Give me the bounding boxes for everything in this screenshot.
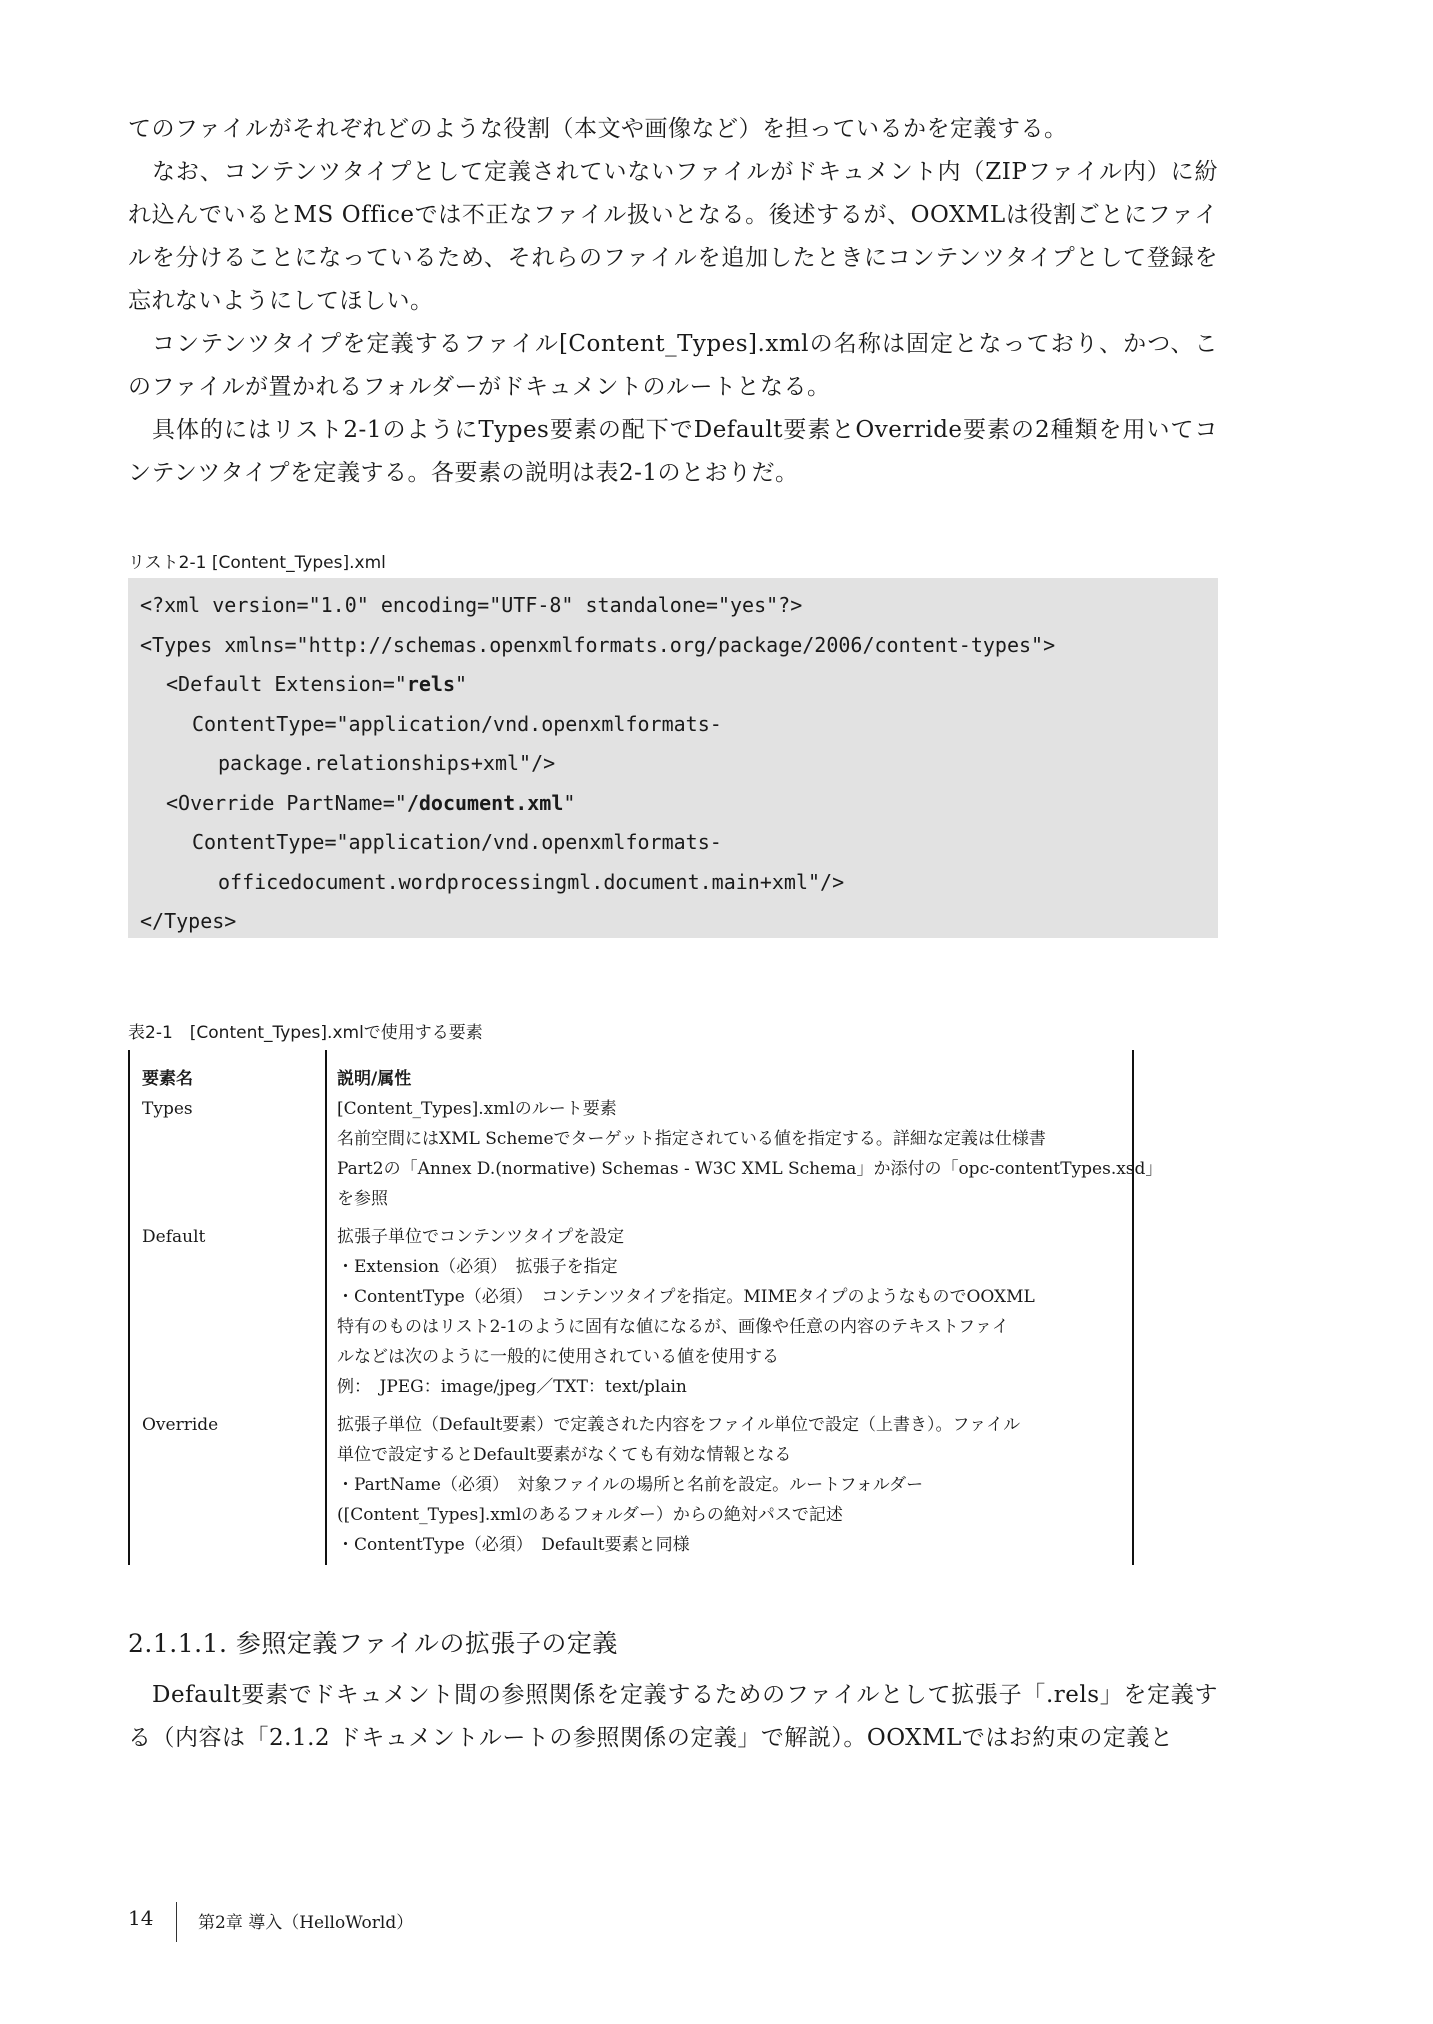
row-name-override: Override — [142, 1415, 219, 1435]
row-desc-default: 拡張子単位でコンテンツタイプを設定 ・Extension（必須） 拡張子を指定 ・ContentType（必須） コンテンツタイプを指定。MIMEタイプのようなものでOOXML 特有のものはリスト2-1のように固有な値になるが、画像や任意の内容のテキストファイ ルなどは次のように一般的に使用されている値を使用する 例： JPEG：image/jpeg／TXT：text/plain — [337, 1227, 1035, 1397]
paragraph: 具体的にはリスト2-1のようにTypes要素の配下でDefault要素とOverride要素の2種類を用いてコンテンツタイプを定義する。各要素の説明は表2-1のとおりだ。 — [128, 417, 1218, 486]
page-number: 14 — [128, 1906, 154, 1930]
paragraph: Default要素でドキュメント間の参照関係を定義するためのファイルとして拡張子「.rels」を定義する（内容は「2.1.2 ドキュメントルートの参照関係の定義」で解説）。OOXMLではお約束の定義と — [128, 1682, 1218, 1751]
footer-divider — [176, 1902, 177, 1942]
paragraph: てのファイルがそれぞれどのような役割（本文や画像など）を担っているかを定義する。 — [128, 116, 1068, 142]
listing-caption: リスト2-1 [Content_Types].xml — [128, 553, 386, 573]
code-line: </Types> — [140, 909, 237, 933]
row-name-types: Types — [142, 1099, 193, 1119]
row-desc-types: [Content_Types].xmlのルート要素 名前空間にはXML Schemeでターゲット指定されている値を指定する。詳細な定義は仕様書 Part2の「Annex D.(normative) Schemas - W3C XML Schema」か添付の「opc-contentTypes.xsd」 を参照 — [337, 1099, 1163, 1209]
row-name-default: Default — [142, 1227, 206, 1247]
code-line: <Types xmlns="http://schemas.openxmlformats.org/package/2006/content-types"> — [140, 632, 1056, 657]
table-header-description: 説明/属性 — [337, 1069, 412, 1089]
code-listing — [128, 578, 1218, 938]
column-divider — [325, 1050, 327, 1565]
code-line: <Override PartName="/document.xml" — [166, 790, 576, 815]
page-footer — [128, 1902, 728, 1942]
code-line: <?xml version="1.0" encoding="UTF-8" standalone="yes"?> — [140, 593, 803, 617]
code-line: ContentType="application/vnd.openxmlformats- — [192, 830, 722, 854]
code-line: ContentType="application/vnd.openxmlformats- — [192, 711, 722, 736]
chapter-title: 第2章 導入（HelloWorld） — [198, 1913, 414, 1933]
intro-text — [128, 108, 1218, 495]
code-line: <Default Extension="rels" — [166, 672, 468, 696]
outro-text — [128, 1674, 1218, 1760]
table-header-name: 要素名 — [142, 1069, 193, 1089]
section-heading: 2.1.1.1. 参照定義ファイルの拡張子の定義 — [128, 1629, 618, 1658]
table-caption: 表2-1 [Content_Types].xmlで使用する要素 — [128, 1023, 483, 1043]
paragraph: コンテンツタイプを定義するファイル[Content_Types].xmlの名称は固定となっており、かつ、このファイルが置かれるフォルダーがドキュメントのルートとなる。 — [128, 331, 1218, 400]
code-line: package.relationships+xml"/> — [218, 751, 556, 775]
paragraph: なお、コンテンツタイプとして定義されていないファイルがドキュメント内（ZIPファイル内）に紛れ込んでいるとMS Officeでは不正なファイル扱いとなる。後述するが、OOXMLは役割ごとにファイルを分けることになっているため、それらのファイルを追加したときにコンテンツタイプとして登録を忘れないようにしてほしい。 — [128, 159, 1218, 314]
row-desc-override: 拡張子単位（Default要素）で定義された内容をファイル単位で設定（上書き）。ファイル 単位で設定するとDefault要素がなくても有効な情報となる ・PartName（必須） 対象ファイルの場所と名前を設定。ルートフォルダー ([Content_Types].xmlのあるフォルダー）からの絶対パスで記述 ・ContentType（必須） Default要素と同様 — [337, 1415, 1021, 1555]
elements-table — [128, 1050, 1163, 1565]
code-line: officedocument.wordprocessingml.document.main+xml"/> — [218, 869, 845, 894]
